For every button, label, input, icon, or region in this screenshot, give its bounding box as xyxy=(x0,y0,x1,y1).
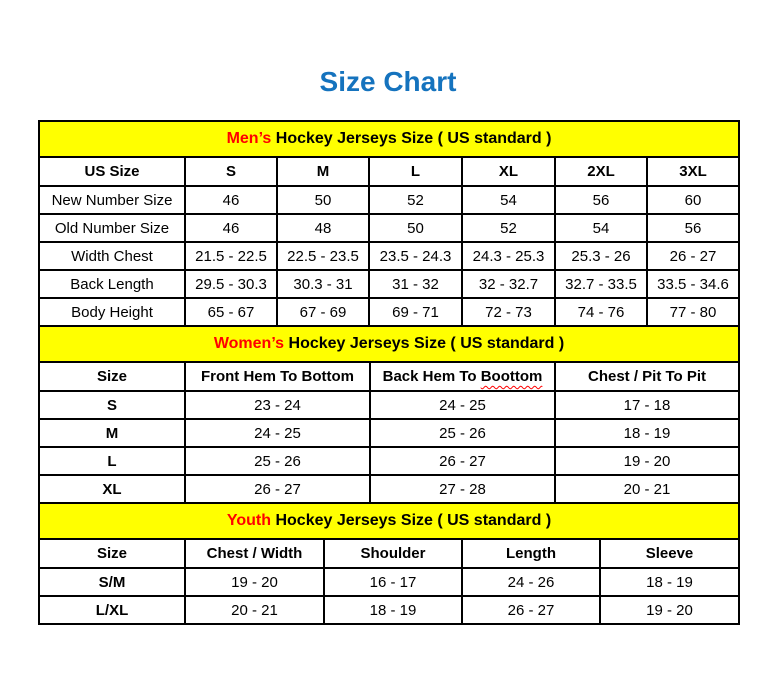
row-label: Body Height xyxy=(39,298,185,326)
table-row xyxy=(39,391,739,419)
size-cell: 32.7 - 33.5 xyxy=(555,270,647,298)
size-cell: 18 - 19 xyxy=(324,596,462,624)
size-cell: 23 - 24 xyxy=(185,391,370,419)
row-label: S xyxy=(39,391,185,419)
size-cell: 48 xyxy=(277,214,369,242)
size-cell: 16 - 17 xyxy=(324,568,462,596)
column-header: Length xyxy=(462,539,600,568)
table-row xyxy=(39,419,739,447)
youth-section-title xyxy=(39,503,739,539)
size-cell: 31 - 32 xyxy=(369,270,462,298)
size-cell: 23.5 - 24.3 xyxy=(369,242,462,270)
size-cell: 56 xyxy=(555,186,647,214)
row-label: Old Number Size xyxy=(39,214,185,242)
size-cell: 72 - 73 xyxy=(462,298,555,326)
row-label: L xyxy=(39,447,185,475)
table-row xyxy=(39,568,739,596)
size-cell: 54 xyxy=(555,214,647,242)
size-cell: 60 xyxy=(647,186,739,214)
size-cell: 20 - 21 xyxy=(185,596,324,624)
table-row xyxy=(39,270,739,298)
size-cell: 18 - 19 xyxy=(600,568,739,596)
womens-section-title-accent: Women’s xyxy=(213,335,285,352)
size-cell: 32 - 32.7 xyxy=(462,270,555,298)
column-header: Shoulder xyxy=(324,539,462,568)
column-header: 2XL xyxy=(555,157,647,186)
mens-section-title-accent: Men’s xyxy=(226,130,272,147)
row-label: XL xyxy=(39,475,185,503)
misspelled-word: Boottom xyxy=(480,368,543,385)
womens-size-table xyxy=(38,325,740,504)
youth-column-header-row xyxy=(39,539,739,568)
row-label: S/M xyxy=(39,568,185,596)
size-cell: 54 xyxy=(462,186,555,214)
size-cell: 52 xyxy=(369,186,462,214)
size-cell: 25.3 - 26 xyxy=(555,242,647,270)
size-cell: 74 - 76 xyxy=(555,298,647,326)
size-cell: 19 - 20 xyxy=(185,568,324,596)
column-header: M xyxy=(277,157,369,186)
size-cell: 27 - 28 xyxy=(370,475,555,503)
size-cell: 24 - 25 xyxy=(370,391,555,419)
column-header: Front Hem To Bottom xyxy=(185,362,370,391)
size-cell: 56 xyxy=(647,214,739,242)
table-row xyxy=(39,186,739,214)
table-row xyxy=(39,214,739,242)
column-header: Chest / Pit To Pit xyxy=(555,362,739,391)
column-header: 3XL xyxy=(647,157,739,186)
table-row xyxy=(39,596,739,624)
row-label: L/XL xyxy=(39,596,185,624)
size-cell: 52 xyxy=(462,214,555,242)
size-cell: 25 - 26 xyxy=(370,419,555,447)
size-cell: 22.5 - 23.5 xyxy=(277,242,369,270)
size-cell: 24.3 - 25.3 xyxy=(462,242,555,270)
mens-section-title-rest: Hockey Jerseys Size ( US standard ) xyxy=(271,130,552,147)
size-cell: 65 - 67 xyxy=(185,298,277,326)
mens-size-table xyxy=(38,120,740,327)
row-label: Width Chest xyxy=(39,242,185,270)
column-header: L xyxy=(369,157,462,186)
column-header-text: Back Hem To xyxy=(382,368,481,385)
youth-section-title-rest: Hockey Jerseys Size ( US standard ) xyxy=(271,512,552,529)
column-header: Chest / Width xyxy=(185,539,324,568)
table-row xyxy=(39,447,739,475)
size-cell: 77 - 80 xyxy=(647,298,739,326)
row-label: Back Length xyxy=(39,270,185,298)
size-cell: 25 - 26 xyxy=(185,447,370,475)
womens-column-header-row xyxy=(39,362,739,391)
page-title: Size Chart xyxy=(319,66,457,97)
size-cell: 33.5 - 34.6 xyxy=(647,270,739,298)
table-row xyxy=(39,475,739,503)
size-cell: 24 - 25 xyxy=(185,419,370,447)
table-row xyxy=(39,242,739,270)
size-cell: 20 - 21 xyxy=(555,475,739,503)
size-cell: 18 - 19 xyxy=(555,419,739,447)
womens-section-title-rest: Hockey Jerseys Size ( US standard ) xyxy=(284,335,565,352)
row-label: M xyxy=(39,419,185,447)
size-cell: 17 - 18 xyxy=(555,391,739,419)
size-cell: 50 xyxy=(369,214,462,242)
youth-section-header-row xyxy=(39,503,739,539)
size-cell: 26 - 27 xyxy=(370,447,555,475)
column-header: S xyxy=(185,157,277,186)
size-cell: 50 xyxy=(277,186,369,214)
column-header: Sleeve xyxy=(600,539,739,568)
column-header: XL xyxy=(462,157,555,186)
mens-section-header-row xyxy=(39,121,739,157)
row-label: New Number Size xyxy=(39,186,185,214)
womens-section-title xyxy=(39,326,739,362)
size-cell: 19 - 20 xyxy=(600,596,739,624)
size-cell: 29.5 - 30.3 xyxy=(185,270,277,298)
size-cell: 46 xyxy=(185,214,277,242)
size-cell: 26 - 27 xyxy=(185,475,370,503)
size-cell: 21.5 - 22.5 xyxy=(185,242,277,270)
mens-column-header-row xyxy=(39,157,739,186)
column-header xyxy=(370,362,555,391)
youth-size-table xyxy=(38,502,740,625)
size-cell: 24 - 26 xyxy=(462,568,600,596)
size-cell: 30.3 - 31 xyxy=(277,270,369,298)
size-cell: 69 - 71 xyxy=(369,298,462,326)
column-header: US Size xyxy=(39,157,185,186)
mens-section-title xyxy=(39,121,739,157)
womens-section-header-row xyxy=(39,326,739,362)
size-cell: 19 - 20 xyxy=(555,447,739,475)
column-header: Size xyxy=(39,539,185,568)
size-cell: 26 - 27 xyxy=(647,242,739,270)
size-chart xyxy=(38,120,738,625)
size-cell: 46 xyxy=(185,186,277,214)
table-row xyxy=(39,298,739,326)
youth-section-title-accent: Youth xyxy=(226,512,272,529)
size-cell: 26 - 27 xyxy=(462,596,600,624)
column-header: Size xyxy=(39,362,185,391)
size-cell: 67 - 69 xyxy=(277,298,369,326)
